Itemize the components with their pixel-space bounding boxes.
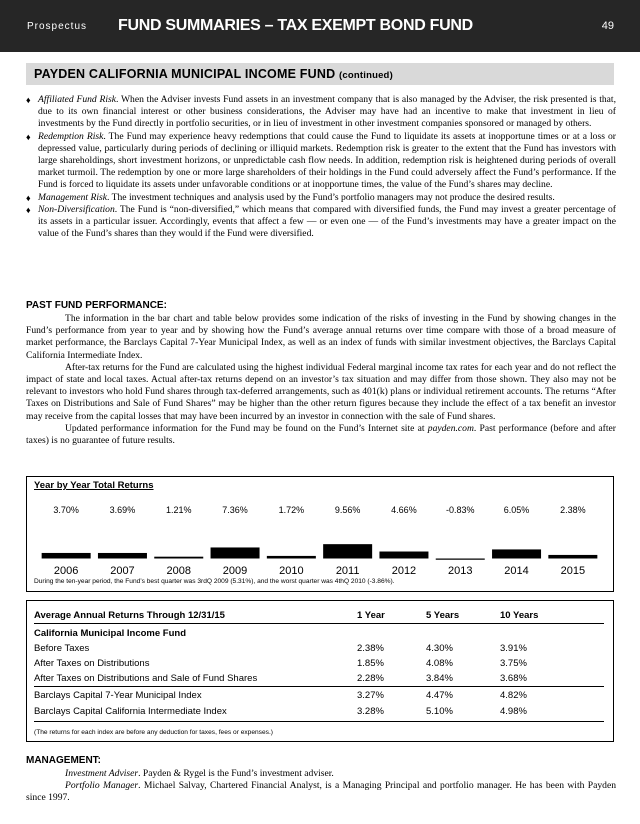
fund-title-band — [26, 63, 614, 85]
prospectus-label: Prospectus — [27, 21, 88, 32]
bullet-icon: ♦ — [26, 204, 31, 215]
column-header: 5 Years — [426, 610, 460, 621]
category-label: 2012 — [391, 565, 417, 577]
category-label: 2011 — [335, 565, 360, 577]
divider — [34, 721, 604, 722]
table-row: After Taxes on Distributions and Sale of Fund Shares 2.28% 3.84% 3.68% — [34, 673, 527, 684]
bar — [436, 559, 485, 560]
paragraph: Investment Adviser. Payden & Rygel is the Fund’s investment adviser. — [65, 768, 334, 779]
column-header: 10 Years — [500, 610, 539, 621]
page-header — [0, 0, 640, 52]
chart-title: Year by Year Total Returns — [34, 480, 154, 491]
column-header: 1 Year — [357, 610, 385, 621]
value-label: -0.83% — [445, 505, 475, 515]
page-number: 49 — [601, 20, 614, 32]
risk-list — [26, 94, 616, 240]
table-note: (The returns for each index are before any deduction for taxes, fees or expenses.) — [34, 729, 273, 736]
risk-item: ♦ Non-Diversification. The Fund is “non-diversified,” which means that compared with diversified funds, the Fund may invest a greater percentage of its assets in a particular issuer. Accordingly, events that affect a few — or even one — of the Fund’s investments may have a greater impact on the value of the Fund’s shares than they would if the Fund were diversified. — [26, 203, 616, 240]
bullet-icon: ♦ — [26, 192, 31, 203]
bar — [267, 556, 316, 559]
table-header-row — [34, 610, 604, 623]
value-label: 3.70% — [53, 505, 79, 515]
value-label: 3.69% — [109, 505, 136, 515]
table-row: After Taxes on Distributions 1.85% 4.08% 3.75% — [34, 658, 527, 669]
bar — [492, 549, 541, 558]
category-label: 2006 — [53, 565, 79, 577]
category-label: 2013 — [448, 565, 473, 577]
year-by-year-chart — [26, 476, 614, 592]
fund-title-suffix: (continued) — [339, 70, 393, 81]
paragraph: The information in the bar chart and table below provides some indication of the risks of investing in the Fund by showing changes in the Fund’s performance from year to year and by showing how the Fund’s average annual returns over time compare with those of a broad measure of market performance, the Barclays Capital 7-Year Municipal Index, as well as an index of funds with similar investment objectives, the Barclays Capital California Intermediate Index. — [26, 313, 616, 361]
table-row: Barclays Capital California Intermediate Index 3.28% 5.10% 4.98% — [34, 706, 527, 717]
bar — [323, 544, 372, 558]
bar — [154, 557, 203, 559]
risk-item: ♦ Management Risk. The investment techniques and analysis used by the Fund’s portfolio managers may not produce the desired results. — [26, 191, 555, 203]
paragraph: After-tax returns for the Fund are calculated using the highest individual Federal marginal income tax rates for each year and do not reflect the impact of state and local taxes. Actual after-tax returns depend on an investor’s tax situation and may differ from those shown. They also may not be relevant to investors who hold Fund shares through tax-deferred arrangements, such as 401(k) plans or individual retirement accounts. The returns “After Taxes on Distributions and Sale of Fund Shares” may be higher than the other return figures because they include the effect of a tax benefit an investor may receive from the capital losses that may have been incurred by an investor in connection with the sale of Fund shares. — [26, 361, 616, 422]
bar-chart-svg — [27, 477, 613, 577]
bullet-icon: ♦ — [26, 95, 31, 105]
bar — [379, 552, 428, 559]
management-text — [26, 768, 616, 805]
value-label: 4.66% — [391, 505, 417, 515]
bar — [98, 553, 147, 559]
divider — [34, 623, 604, 624]
category-label: 2015 — [560, 565, 586, 577]
category-label: 2007 — [110, 565, 135, 577]
table-row: Before Taxes 2.38% 4.30% 3.91% — [34, 643, 527, 654]
bar — [211, 547, 260, 558]
bar — [42, 553, 91, 559]
website-link[interactable]: payden.com — [427, 422, 474, 434]
past-performance-heading: PAST FUND PERFORMANCE: — [26, 300, 167, 311]
chart-note: During the ten-year period, the Fund’s best quarter was 3rdQ 2009 (5.31%), and the worst quarter was 4thQ 2010 (-3.86%). — [34, 578, 395, 585]
table-group-label: California Municipal Income Fund — [34, 628, 187, 639]
average-returns-table — [26, 600, 614, 742]
management-heading: MANAGEMENT: — [26, 755, 101, 766]
category-label: 2008 — [166, 565, 191, 577]
value-label: 9.56% — [334, 505, 361, 515]
risk-item: ♦ Redemption Risk. The Fund may experience heavy redemptions that could cause the Fund to liquidate its assets at inopportune times or at a loss or depressed value, particularly during periods of declining or illiquid markets. Redemption risk is greater to the extent that the Fund has investors with large shareholdings, short investment horizons, or unpredictable cash flow needs. In addition, redemption risk is heightened during periods of overall market turmoil. The redemption by one or more large shareholders of their holdings in the Fund could adversely affect the Fund’s performance. If the Fund is forced to liquidate its assets under unfavorable conditions or at inopportune times, the value of the Fund’s shares may decline. — [26, 130, 616, 191]
paragraph: Portfolio Manager. Michael Salvay, Chartered Financial Analyst, is a Managing Principal and portfolio manager. He has been with Payden since 1997. — [26, 780, 616, 804]
category-label: 2014 — [504, 565, 529, 577]
value-label: 1.21% — [165, 505, 192, 515]
category-label: 2010 — [279, 565, 304, 577]
value-label: 1.72% — [278, 505, 305, 515]
bar — [548, 555, 597, 559]
value-label: 6.05% — [503, 505, 530, 515]
section-title: FUND SUMMARIES – TAX EXEMPT BOND FUND — [118, 17, 473, 34]
table-row: Barclays Capital 7-Year Municipal Index 3.27% 4.47% 4.82% — [34, 690, 527, 701]
value-label: 7.36% — [222, 505, 248, 515]
table-title: Average Annual Returns Through 12/31/15 — [34, 610, 225, 621]
past-performance-text — [26, 313, 616, 447]
divider — [34, 686, 604, 687]
paragraph: Updated performance information for the Fund may be found on the Fund’s Internet site at payden.com. Past performance (before and after taxes) is no guarantee of future results. — [26, 422, 616, 447]
fund-title: PAYDEN CALIFORNIA MUNICIPAL INCOME FUND (continued) — [34, 67, 393, 81]
value-label: 2.38% — [560, 505, 586, 515]
category-label: 2009 — [222, 565, 248, 577]
bullet-icon: ♦ — [26, 131, 31, 142]
risk-item: ♦ Affiliated Fund Risk. When the Adviser invests Fund assets in an investment company that is also managed by the Adviser, the risk presented is that, due to its own financial interest or other business considerations, the Adviser may have had an incentive to make that investment in lieu of investments by the Fund directly in portfolio securities, or in lieu of investment in other investment companies sponsored or managed by others. — [26, 94, 616, 130]
